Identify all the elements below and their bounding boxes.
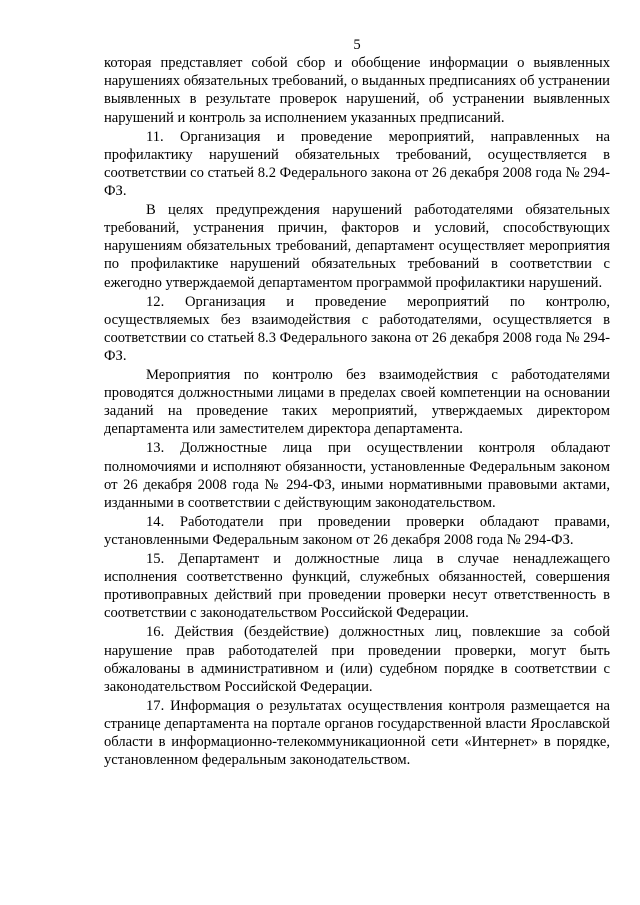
paragraph: 14. Работодатели при проведении проверки обладают правами, установленными Федеральным законом от 26 декабря 2008 года № 294-ФЗ.: [104, 513, 610, 548]
paragraph: 16. Действия (бездействие) должностных лиц, повлекшие за собой нарушение прав работодателей при проведении проверки, могут быть обжалованы в административном и (или) судебном порядке в соответствии с законодательством Российской Федерации.: [104, 624, 610, 695]
paragraph: которая представляет собой сбор и обобщение информации о выявленных нарушениях обязательных требований, о выданных предписаниях об устранении выявленных в результате проверок нарушений, об устранении выявленных нарушений и контроль за исполнением указанных предписаний.: [104, 55, 610, 126]
document-body: [104, 54, 610, 769]
paragraph: 12. Организация и проведение мероприятий по контролю, осуществляемых без взаимодействия с работодателями, осуществляется в соответствии со статьей 8.3 Федерального закона от 26 декабря 2008 года № 294-ФЗ.: [104, 293, 610, 365]
paragraph: 13. Должностные лица при осуществлении контроля обладают полномочиями и исполняют обязанности, установленные Федеральным законом от 26 декабря 2008 года № 294-ФЗ, иными нормативными правовыми актами, изданными в соответствии с действующим законодательством.: [104, 440, 610, 511]
paragraph: 15. Департамент и должностные лица в случае ненадлежащего исполнения соответственно функций, служебных обязанностей, совершения противоправных действий при проведении проверки несут ответственность в соответствии с законодательством Российской Федерации.: [104, 550, 610, 622]
paragraph: Мероприятия по контролю без взаимодействия с работодателями проводятся должностными лицами в пределах своей компетенции на основании заданий на проведение таких мероприятий, утверждаемых директором департамента или заместителем директора департамента.: [104, 367, 610, 438]
paragraph: 11. Организация и проведение мероприятий, направленных на профилактику нарушений обязательных требований, осуществляется в соответствии со статьей 8.2 Федерального закона от 26 декабря 2008 года № 294-ФЗ.: [104, 128, 610, 200]
paragraph: 17. Информация о результатах осуществления контроля размещается на странице департамента на портале органов государственной власти Ярославской области в информационно-телекоммуникационной сети «Интернет» в порядке, установленном федеральным законодательством.: [104, 697, 610, 769]
page-number: 5: [353, 37, 361, 53]
paragraph: В целях предупреждения нарушений работодателями обязательных требований, устранения причин, факторов и условий, способствующих нарушениям обязательных требований, департамент осуществляет мероприятия по профилактике нарушений обязательных требований в соответствии с ежегодно утверждаемой департаментом программой профилактики нарушений.: [104, 202, 610, 291]
document-page: [104, 36, 610, 769]
